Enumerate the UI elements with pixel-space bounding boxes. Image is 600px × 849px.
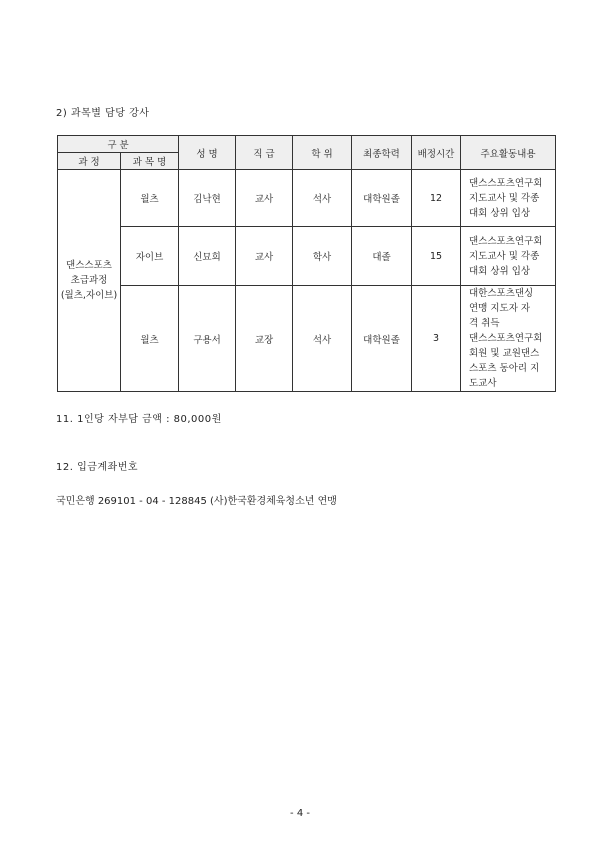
- header-course: 과 정: [58, 153, 121, 170]
- activity-line: 지도교사 및 각종: [469, 250, 540, 262]
- degree-cell: 석사: [293, 286, 352, 392]
- account-info: 국민은행 269101 - 04 - 128845 (사)한국환경체육청소년 연맹: [56, 496, 337, 507]
- degree-cell: 석사: [293, 170, 352, 227]
- hours-cell: 12: [412, 170, 461, 227]
- subject-cell: 자이브: [121, 227, 179, 286]
- course-line: 댄스스포츠: [66, 260, 112, 271]
- hours-cell: 3: [412, 286, 461, 392]
- activity-line: 지도교사 및 각종: [469, 192, 540, 204]
- page-number: - 4 -: [290, 808, 310, 819]
- activity-line: 댄스스포츠연구회: [469, 333, 543, 344]
- instructor-table: [57, 135, 556, 392]
- subject-cell: 월츠: [121, 286, 179, 392]
- course-cell: [58, 170, 121, 392]
- school-cell: 대학원졸: [352, 170, 412, 227]
- name-cell: 신묘희: [179, 227, 236, 286]
- subject-cell: 월츠: [121, 170, 179, 227]
- activity-line: 격 취득: [469, 318, 500, 329]
- header-activity: 주요활동내용: [461, 136, 556, 170]
- table-row: [58, 227, 556, 286]
- activity-line: 회원 및 교원댄스: [469, 348, 540, 359]
- activity-line: 스포츠 동아리 지: [469, 363, 540, 374]
- account-heading: 12. 입금계좌번호: [56, 462, 139, 473]
- school-cell: 대학원졸: [352, 286, 412, 392]
- table-header-row: [58, 136, 556, 153]
- course-line: (월츠,자이브): [60, 290, 118, 301]
- header-school: 최종학력: [352, 136, 412, 170]
- activity-cell: [461, 227, 556, 286]
- rank-cell: 교장: [236, 286, 293, 392]
- header-hours: 배정시간: [412, 136, 461, 170]
- rank-cell: 교사: [236, 170, 293, 227]
- table-row: [58, 170, 556, 227]
- header-subject: 과 목 명: [121, 153, 179, 170]
- activity-line: 댄스스포츠연구회: [469, 177, 543, 189]
- activity-cell: [461, 286, 556, 392]
- activity-cell: [461, 170, 556, 227]
- fee-heading: 11. 1인당 자부담 금액 : 80,000원: [56, 414, 222, 425]
- header-group: 구 분: [58, 136, 179, 153]
- header-degree: 학 위: [293, 136, 352, 170]
- degree-cell: 학사: [293, 227, 352, 286]
- header-name: 성 명: [179, 136, 236, 170]
- header-rank: 직 급: [236, 136, 293, 170]
- table-row: [58, 286, 556, 392]
- name-cell: 김낙현: [179, 170, 236, 227]
- section-heading: 2) 과목별 담당 강사: [56, 108, 150, 119]
- activity-line: 연맹 지도자 자: [469, 303, 531, 314]
- name-cell: 구용서: [179, 286, 236, 392]
- activity-line: 대회 상위 입상: [469, 265, 531, 277]
- activity-line: 도교사: [469, 378, 497, 389]
- activity-line: 대한스포츠댄싱: [469, 288, 534, 299]
- activity-line: 댄스스포츠연구회: [469, 235, 543, 247]
- school-cell: 대졸: [352, 227, 412, 286]
- rank-cell: 교사: [236, 227, 293, 286]
- activity-line: 대회 상위 입상: [469, 207, 531, 219]
- course-line: 초급과정: [70, 275, 108, 286]
- hours-cell: 15: [412, 227, 461, 286]
